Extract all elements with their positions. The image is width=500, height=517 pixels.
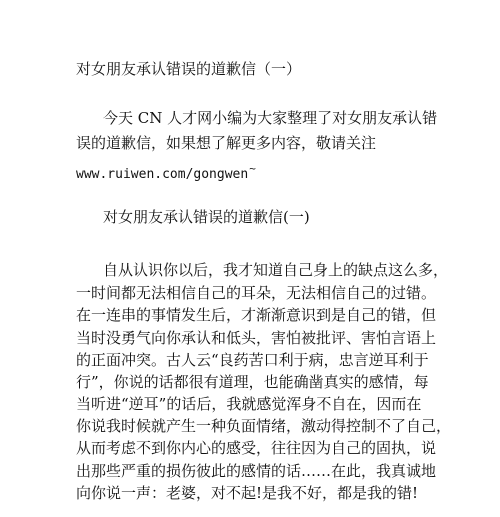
body-line-6: 行”，你说的话都很有道理，也能确凿真实的感情，每: [76, 373, 429, 391]
body-line-4: 当时没勇气向你承认和低头，害怕被批评、害怕言语上: [76, 329, 437, 347]
source-url-text: www.ruiwen.com/gongwen: [76, 167, 249, 182]
document-title: 对女朋友承认错误的道歉信（一）: [76, 60, 302, 78]
body-line-5: 的正面冲突。古人云“良药苦口利于病，忠言逆耳利于: [76, 351, 429, 369]
intro-line-2: 误的道歉信，如果想了解更多内容，敬请关注: [76, 134, 377, 152]
body-line-2: 一时间都无法相信自己的耳朵，无法相信自己的过错。: [76, 284, 437, 302]
body-line-11: 向你说一声：老婆，对不起!是我不好，都是我的错!: [76, 484, 419, 502]
body-line-1: 自从认识你以后，我才知道自己身上的缺点这么多，: [103, 261, 449, 279]
body-line-7: 当听进“逆耳”的话后，我就感觉浑身不自在，因而在: [76, 395, 422, 413]
body-line-10: 出那些严重的损伤彼此的感情的话……在此，我真诚地: [76, 462, 437, 480]
source-url: [76, 159, 256, 185]
body-line-3: 在一连串的事情发生后，才渐渐意识到是自己的错，但: [76, 306, 437, 324]
body-line-8: 你说我时候就产生一种负面情绪，激动得控制不了自己，: [76, 417, 452, 435]
intro-line-1: 今天 CN 人才网小编为大家整理了对女朋友承认错: [103, 109, 438, 127]
letter-subtitle: 对女朋友承认错误的道歉信(一): [103, 208, 310, 226]
source-url-tilde: ~: [249, 162, 256, 175]
body-line-9: 从而考虑不到你内心的感受，往往因为自己的固执，说: [76, 439, 437, 457]
